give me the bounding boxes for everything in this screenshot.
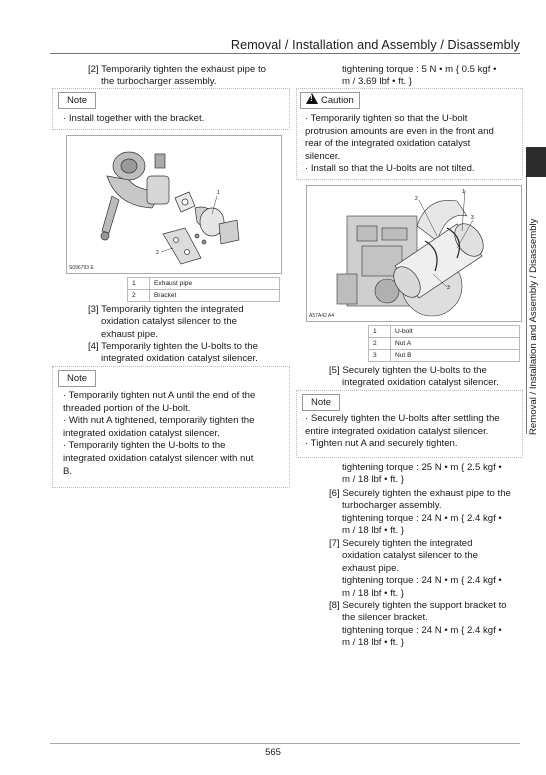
figure-u-bolts [306,185,522,322]
torque-line: tightening torque : 24 N • m { 2.4 kgf • [342,512,502,524]
note-text [305,413,500,451]
step-8-line: the silencer bracket. [342,612,428,624]
torque-line: tightening torque : 5 N • m { 0.5 kgf • [342,64,497,75]
note-line: · Temporarily tighten nut A until the end of the [63,390,256,401]
step-6-line: turbocharger assembly. [342,500,442,512]
note-line: entire integrated oxidation catalyst silencer. [305,425,489,437]
legend-row [128,290,280,302]
callout-1: 1 [217,190,220,196]
note-line: integrated oxidation catalyst silencer with nut [63,452,254,464]
legend-row [128,278,280,290]
step-6 [329,488,511,538]
step-3 [88,304,244,341]
page-header-title: Removal / Installation and Assembly / Disassembly [230,38,520,52]
step-4-line: [4] Temporarily tighten the U-bolts to the [88,341,258,352]
note-line: integrated oxidation catalyst silencer. [63,427,220,439]
torque-line: m / 18 lbf • ft. } [342,525,405,537]
legend-num: 2 [128,290,150,302]
step-7 [329,538,502,600]
legend-text: Nut A [391,338,520,350]
page-number: 565 [265,747,281,758]
step-7-line: oxidation catalyst silencer to the [342,550,478,562]
caution-text [305,113,494,176]
note-text: · Install together with the bracket. [63,113,205,124]
legend-text: Bracket [150,290,280,302]
figure-exhaust-pipe [66,135,282,274]
section-tab-label: Removal / Installation and Assembly / Disassembly [528,218,539,435]
callout-3: 3 [471,215,474,221]
step-5 [329,365,499,390]
figure-1-legend [127,277,280,302]
note-box-3 [296,390,523,458]
figure-code: A57A42 A4 [309,313,335,319]
note-text [63,390,255,478]
note-line: B. [63,465,73,477]
step-4 [88,341,258,366]
torque-step-5 [342,462,502,487]
step-7-line: [7] Securely tighten the integrated [329,538,473,549]
caution-line: rear of the integrated oxidation catalyst [305,138,471,150]
legend-num: 1 [369,326,391,338]
step-2-line: [2] Temporarily tighten the exhaust pipe to [88,64,266,75]
note-box-1 [52,88,290,130]
note-label: Note [302,394,340,411]
step-7-line: exhaust pipe. [342,562,400,574]
header-rule [50,53,520,54]
note-line: · Temporarily tighten the U-bolts to the [63,440,226,452]
torque-line: m / 18 lbf • ft. } [342,637,405,649]
figure-code: S096793 E [69,265,94,271]
caution-line: silencer. [305,150,341,162]
caution-line: protrusion amounts are even in the front and [305,125,494,137]
note-line: · With nut A tightened, temporarily tighten the [63,415,255,427]
caution-label [300,92,360,109]
torque-step-1 [342,64,496,89]
caution-label-text: Caution [321,95,354,106]
torque-line: m / 18 lbf • ft. } [342,474,405,486]
engine-silencer-illustration [307,186,521,321]
step-4-line: integrated oxidation catalyst silencer. [101,353,258,365]
step-6-line: [6] Securely tighten the exhaust pipe to the [329,488,511,499]
section-tab-marker [526,147,546,177]
step-8 [329,600,507,650]
callout-3: 3 [447,285,450,291]
legend-text: U-bolt [391,326,520,338]
torque-line: tightening torque : 24 N • m { 2.4 kgf • [342,575,502,587]
legend-text: Exhaust pipe [150,278,280,290]
figure-2-legend [368,325,520,362]
note-line: · Securely tighten the U-bolts after settling the [305,413,500,424]
legend-num: 3 [369,350,391,362]
callout-1: 1 [462,189,465,195]
step-5-line: [5] Securely tighten the U-bolts to the [329,365,487,376]
note-box-2 [52,366,290,488]
torque-line: tightening torque : 24 N • m { 2.4 kgf • [342,624,502,636]
step-3-line: oxidation catalyst silencer to the [101,316,237,328]
legend-row [369,326,520,338]
warning-icon [306,93,318,104]
note-line: · Tighten nut A and securely tighten. [305,438,458,450]
step-2 [88,64,266,89]
legend-row [369,350,520,362]
step-3-line: exhaust pipe. [101,328,159,340]
turbocharger-exhaust-illustration [67,136,281,273]
caution-box [296,88,523,180]
legend-num: 2 [369,338,391,350]
section-tab-rule [526,177,527,434]
torque-line: m / 3.69 lbf • ft. } [342,76,413,88]
note-label: Note [58,370,96,387]
step-2-line: the turbocharger assembly. [101,76,217,88]
torque-line: tightening torque : 25 N • m { 2.5 kgf • [342,462,502,473]
legend-row [369,338,520,350]
legend-num: 1 [128,278,150,290]
caution-line: · Temporarily tighten so that the U-bolt [305,113,468,124]
step-3-line: [3] Temporarily tighten the integrated [88,304,244,315]
callout-2: 2 [415,196,418,202]
torque-line: m / 18 lbf • ft. } [342,587,405,599]
footer-rule [50,743,520,744]
step-8-line: [8] Securely tighten the support bracket to [329,600,507,611]
note-line: threaded portion of the U-bolt. [63,402,191,414]
note-label: Note [58,92,96,109]
legend-text: Nut B [391,350,520,362]
callout-2: 2 [156,250,159,256]
step-5-line: integrated oxidation catalyst silencer. [342,377,499,389]
caution-line: · Install so that the U-bolts are not tilted. [305,163,475,175]
